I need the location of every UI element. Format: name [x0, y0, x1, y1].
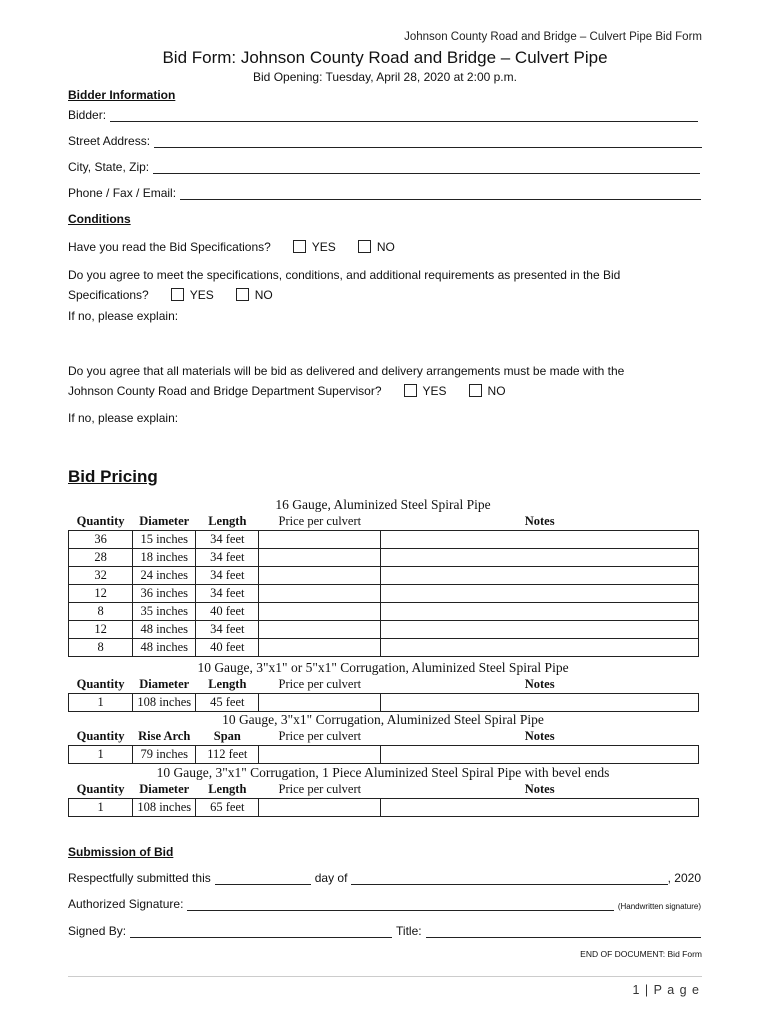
table-cell: 15 inches	[133, 531, 196, 549]
q1-no-label: NO	[376, 240, 395, 254]
column-header: Notes	[524, 782, 555, 796]
column-header: Length	[208, 514, 247, 528]
pricing-table-caption: 10 Gauge, 3"x1" Corrugation, Aluminized Steel Spiral Pipe	[222, 712, 544, 727]
table-cell: 34 feet	[196, 621, 259, 639]
title-line[interactable]	[426, 926, 701, 938]
column-header: Price per culvert	[278, 677, 362, 691]
column-header: Diameter	[139, 514, 190, 528]
pricing-table	[68, 728, 699, 764]
table-cell: 65 feet	[196, 799, 259, 817]
column-header: Price per culvert	[278, 782, 362, 796]
q1-yes-checkbox[interactable]	[293, 240, 306, 253]
table-cell: 32	[69, 567, 133, 585]
q2-yes-label: YES	[189, 288, 214, 302]
signed-by-field	[68, 924, 701, 938]
pricing-table	[68, 513, 699, 657]
notes-input-cell[interactable]	[381, 531, 699, 549]
city-field[interactable]	[68, 160, 700, 174]
table-row	[69, 694, 699, 712]
table-cell: 18 inches	[133, 549, 196, 567]
signed-by-line[interactable]	[130, 926, 392, 938]
table-cell: 108 inches	[133, 799, 196, 817]
q3-line1: Do you agree that all materials will be bid as delivered and delivery arrangements must be made with the	[68, 364, 625, 378]
table-cell: 34 feet	[196, 549, 259, 567]
question-agree-specs	[68, 288, 273, 302]
table-cell: 36 inches	[133, 585, 196, 603]
table-row	[69, 639, 699, 657]
table-row	[69, 531, 699, 549]
pricing-table	[68, 781, 699, 817]
column-header: Notes	[524, 729, 555, 743]
bidder-heading: Bidder Information	[68, 88, 176, 102]
pricing-table-caption: 16 Gauge, Aluminized Steel Spiral Pipe	[275, 497, 491, 512]
table-row	[69, 585, 699, 603]
bidder-line	[110, 110, 698, 122]
notes-input-cell[interactable]	[381, 621, 699, 639]
table-cell: 40 feet	[196, 639, 259, 657]
contact-field[interactable]	[68, 186, 701, 200]
table-cell: 45 feet	[196, 694, 259, 712]
q2-no-checkbox[interactable]	[236, 288, 249, 301]
table-cell: 48 inches	[133, 621, 196, 639]
q3-no-label: NO	[487, 384, 506, 398]
page-number	[632, 983, 700, 997]
notes-input-cell[interactable]	[381, 746, 699, 764]
bidder-field[interactable]	[68, 108, 698, 122]
table-cell: 79 inches	[133, 746, 196, 764]
column-header: Quantity	[76, 514, 125, 528]
notes-input-cell[interactable]	[381, 639, 699, 657]
signature-label: Authorized Signature:	[68, 897, 184, 911]
table-cell: 48 inches	[133, 639, 196, 657]
signature-line[interactable]	[187, 899, 613, 911]
pricing-table-caption: 10 Gauge, 3"x1" or 5"x1" Corrugation, Aluminized Steel Spiral Pipe	[197, 660, 569, 675]
column-header: Diameter	[139, 677, 190, 691]
q1-yes-label: YES	[311, 240, 336, 254]
q2-no-label: NO	[254, 288, 273, 302]
q2-line1: Do you agree to meet the specifications, conditions, and additional requirements as presented in the Bid	[68, 268, 621, 282]
table-cell: 40 feet	[196, 603, 259, 621]
table-cell: 108 inches	[133, 694, 196, 712]
day-line[interactable]	[215, 873, 311, 885]
column-header: Length	[208, 677, 247, 691]
price-input-cell[interactable]	[259, 603, 381, 621]
running-header: Johnson County Road and Bridge – Culvert Pipe Bid Form	[404, 31, 702, 43]
q3-yes-checkbox[interactable]	[404, 384, 417, 397]
page-word: | P a g e	[644, 983, 700, 997]
price-input-cell[interactable]	[259, 746, 381, 764]
handwritten-note: (Handwritten signature)	[617, 902, 701, 911]
notes-input-cell[interactable]	[381, 694, 699, 712]
question-read-specs	[68, 240, 395, 254]
table-cell: 24 inches	[133, 567, 196, 585]
notes-input-cell[interactable]	[381, 585, 699, 603]
table-row	[69, 567, 699, 585]
price-input-cell[interactable]	[259, 639, 381, 657]
signature-field	[68, 897, 701, 911]
street-label: Street Address:	[68, 134, 151, 148]
q2-explain: If no, please explain:	[68, 309, 179, 323]
footer-divider	[68, 976, 702, 977]
city-line	[153, 162, 700, 174]
q2-yes-checkbox[interactable]	[171, 288, 184, 301]
price-input-cell[interactable]	[259, 694, 381, 712]
question-delivery	[68, 384, 506, 398]
street-line	[154, 136, 702, 148]
table-cell: 1	[69, 694, 133, 712]
column-header: Notes	[524, 514, 555, 528]
notes-input-cell[interactable]	[381, 549, 699, 567]
q3-explain: If no, please explain:	[68, 411, 179, 425]
conditions-heading: Conditions	[68, 212, 131, 226]
submitted-label: Respectfully submitted this	[68, 871, 211, 885]
price-input-cell[interactable]	[259, 621, 381, 639]
contact-line	[180, 188, 701, 200]
table-row	[69, 603, 699, 621]
table-row	[69, 799, 699, 817]
q1-text: Have you read the Bid Specifications?	[68, 240, 271, 254]
table-cell: 34 feet	[196, 567, 259, 585]
table-cell: 112 feet	[196, 746, 259, 764]
month-line[interactable]	[351, 873, 667, 885]
column-header: Rise Arch	[138, 729, 191, 743]
table-row	[69, 549, 699, 567]
column-header: Span	[213, 729, 241, 743]
q2-text: Specifications?	[68, 288, 149, 302]
table-cell: 12	[69, 621, 133, 639]
column-header: Quantity	[76, 729, 125, 743]
column-header: Diameter	[139, 782, 190, 796]
column-header: Quantity	[76, 782, 125, 796]
price-input-cell[interactable]	[259, 567, 381, 585]
table-cell: 36	[69, 531, 133, 549]
column-header: Quantity	[76, 677, 125, 691]
column-header: Price per culvert	[278, 514, 362, 528]
q3-no-checkbox[interactable]	[469, 384, 482, 397]
q1-no-checkbox[interactable]	[358, 240, 371, 253]
pricing-table	[68, 676, 699, 712]
price-input-cell[interactable]	[259, 531, 381, 549]
table-cell: 8	[69, 603, 133, 621]
price-input-cell[interactable]	[259, 549, 381, 567]
table-cell: 35 inches	[133, 603, 196, 621]
table-row	[69, 621, 699, 639]
table-cell: 1	[69, 746, 133, 764]
column-header: Price per culvert	[278, 729, 362, 743]
pricing-table-caption: 10 Gauge, 3"x1" Corrugation, 1 Piece Aluminized Steel Spiral Pipe with bevel ends	[156, 765, 610, 780]
bid-opening: Bid Opening: Tuesday, April 28, 2020 at 2:00 p.m.	[253, 70, 517, 84]
table-cell: 12	[69, 585, 133, 603]
title-label: Title:	[396, 924, 422, 938]
notes-input-cell[interactable]	[381, 603, 699, 621]
q3-text: Johnson County Road and Bridge Department Supervisor?	[68, 384, 382, 398]
contact-label: Phone / Fax / Email:	[68, 186, 177, 200]
table-cell: 34 feet	[196, 531, 259, 549]
table-cell: 28	[69, 549, 133, 567]
column-header: Notes	[524, 677, 555, 691]
table-row	[69, 746, 699, 764]
submitted-field	[68, 871, 701, 885]
column-header: Length	[208, 782, 247, 796]
end-of-document: END OF DOCUMENT: Bid Form	[580, 949, 702, 959]
bid-pricing-heading: Bid Pricing	[68, 467, 158, 486]
submission-heading: Submission of Bid	[68, 845, 174, 859]
notes-input-cell[interactable]	[381, 567, 699, 585]
year-label: , 2020	[667, 871, 701, 885]
notes-input-cell[interactable]	[381, 799, 699, 817]
q3-yes-label: YES	[422, 384, 447, 398]
city-label: City, State, Zip:	[68, 160, 150, 174]
street-field[interactable]	[68, 134, 702, 148]
price-input-cell[interactable]	[259, 799, 381, 817]
table-cell: 1	[69, 799, 133, 817]
signed-by-label: Signed By:	[68, 924, 127, 938]
bidder-label: Bidder:	[68, 108, 107, 122]
day-of-label: day of	[314, 871, 348, 885]
price-input-cell[interactable]	[259, 585, 381, 603]
page-num: 1	[632, 983, 641, 997]
table-cell: 8	[69, 639, 133, 657]
page-title: Bid Form: Johnson County Road and Bridge – Culvert Pipe	[162, 48, 608, 67]
table-cell: 34 feet	[196, 585, 259, 603]
